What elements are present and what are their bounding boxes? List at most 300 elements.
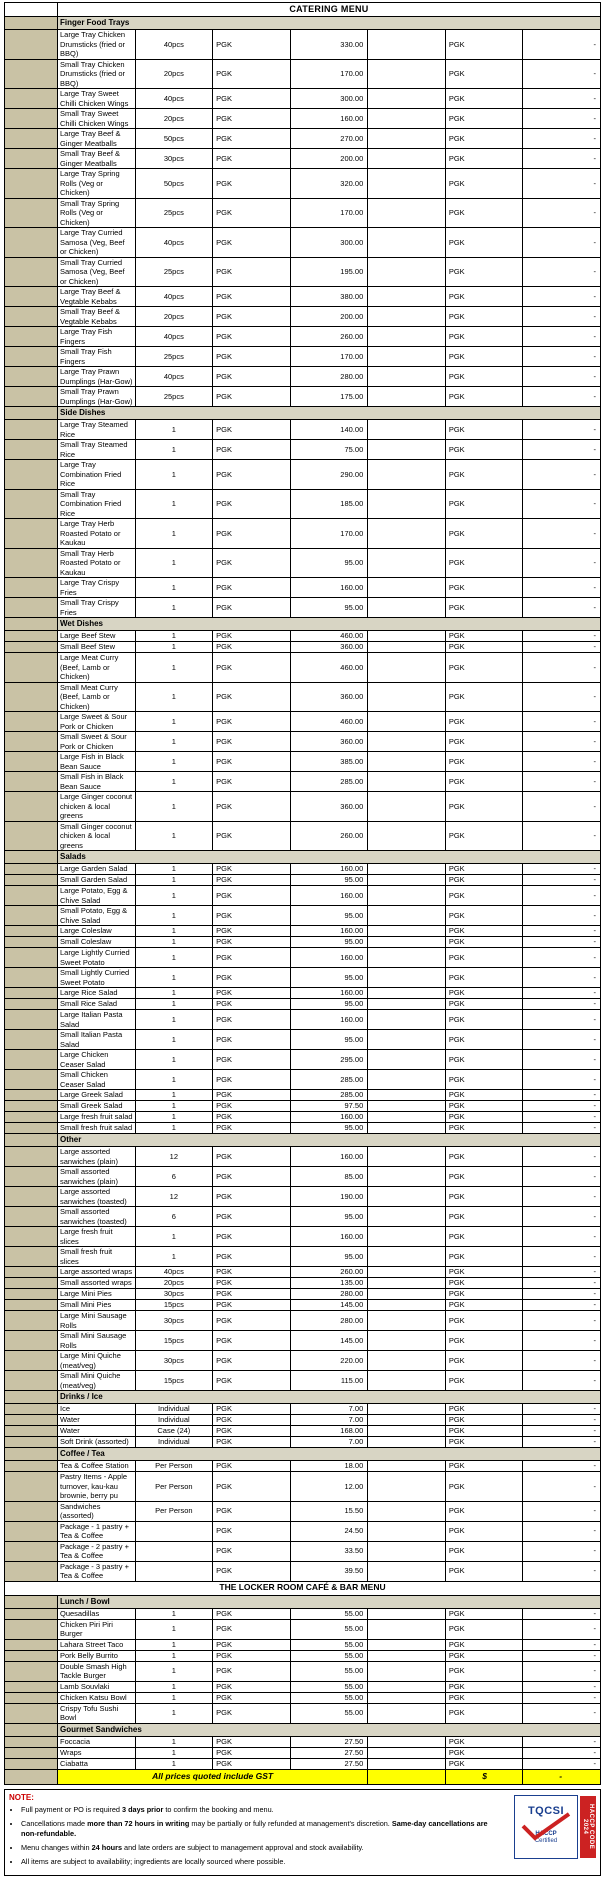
item-total: -	[523, 1661, 601, 1681]
item-currency: PGK	[213, 1207, 291, 1227]
item-currency: PGK	[213, 1501, 291, 1521]
row-spacer	[5, 1331, 58, 1351]
item-blank	[368, 1703, 446, 1723]
item-currency-2: PGK	[445, 198, 523, 228]
item-total: -	[523, 1703, 601, 1723]
item-currency: PGK	[213, 149, 291, 169]
item-currency: PGK	[213, 1661, 291, 1681]
item-description: Small Tray Steamed Rice	[58, 440, 136, 460]
item-currency-2: PGK	[445, 489, 523, 519]
item-description: Small Coleslaw	[58, 937, 136, 948]
item-total: -	[523, 1300, 601, 1311]
item-total: -	[523, 1331, 601, 1351]
item-quantity: 1	[135, 988, 213, 999]
item-description: Small Beef Stew	[58, 642, 136, 653]
item-price: 145.00	[290, 1300, 368, 1311]
item-currency: PGK	[213, 821, 291, 851]
item-description: Pork Belly Burrito	[58, 1650, 136, 1661]
item-quantity: 40pcs	[135, 367, 213, 387]
item-currency-2: PGK	[445, 1404, 523, 1415]
row-spacer	[5, 1147, 58, 1167]
item-price: 95.00	[290, 598, 368, 618]
menu-item-row	[5, 999, 601, 1010]
item-quantity: Individual	[135, 1437, 213, 1448]
item-description: Large Mini Quiche (meat/veg)	[58, 1351, 136, 1371]
item-currency-2: PGK	[445, 1112, 523, 1123]
row-spacer	[5, 598, 58, 618]
item-blank	[368, 548, 446, 578]
item-description: Large Tray Beef & Vegtable Kebabs	[58, 287, 136, 307]
item-blank	[368, 1207, 446, 1227]
item-currency-2: PGK	[445, 598, 523, 618]
menu-item-row	[5, 1415, 601, 1426]
item-quantity: 1	[135, 420, 213, 440]
item-quantity: 1	[135, 578, 213, 598]
item-price: 280.00	[290, 1311, 368, 1331]
item-total: -	[523, 367, 601, 387]
item-blank	[368, 1639, 446, 1650]
locker-room-title-row	[5, 1581, 601, 1595]
item-description: Foccacia	[58, 1736, 136, 1747]
item-quantity: 25pcs	[135, 257, 213, 287]
row-spacer	[5, 864, 58, 875]
item-total: -	[523, 1050, 601, 1070]
item-currency-2: PGK	[445, 1681, 523, 1692]
item-blank	[368, 149, 446, 169]
item-blank	[368, 519, 446, 549]
item-currency-2: PGK	[445, 387, 523, 407]
item-description: Large assorted wraps	[58, 1267, 136, 1278]
row-spacer	[5, 1661, 58, 1681]
item-description: Small Tray Prawn Dumplings (Har-Gow)	[58, 387, 136, 407]
item-currency-2: PGK	[445, 287, 523, 307]
menu-item-row	[5, 89, 601, 109]
menu-table	[4, 2, 601, 1785]
item-description: Small assorted sanwiches (plain)	[58, 1167, 136, 1187]
gst-note: All prices quoted include GST	[58, 1769, 368, 1784]
item-description: Large Tray Steamed Rice	[58, 420, 136, 440]
menu-item-row	[5, 1461, 601, 1472]
item-currency-2: PGK	[445, 1639, 523, 1650]
item-quantity: 1	[135, 732, 213, 752]
item-currency: PGK	[213, 886, 291, 906]
item-total: -	[523, 59, 601, 89]
item-blank	[368, 968, 446, 988]
row-spacer	[5, 420, 58, 440]
section-header-row	[5, 1723, 601, 1736]
item-blank	[368, 1437, 446, 1448]
item-currency-2: PGK	[445, 937, 523, 948]
item-currency-2: PGK	[445, 1267, 523, 1278]
item-total: -	[523, 1415, 601, 1426]
item-price: 33.50	[290, 1541, 368, 1561]
row-spacer	[5, 3, 58, 17]
item-description: Small assorted wraps	[58, 1278, 136, 1289]
row-spacer	[5, 1050, 58, 1070]
row-spacer	[5, 1207, 58, 1227]
item-description: Quesadillas	[58, 1608, 136, 1619]
item-blank	[368, 1090, 446, 1101]
menu-item-row	[5, 792, 601, 822]
item-currency: PGK	[213, 109, 291, 129]
item-total: -	[523, 792, 601, 822]
item-currency: PGK	[213, 347, 291, 367]
menu-item-row	[5, 653, 601, 683]
item-currency: PGK	[213, 906, 291, 926]
item-price: 55.00	[290, 1661, 368, 1681]
row-spacer	[5, 1472, 58, 1502]
item-quantity: 30pcs	[135, 149, 213, 169]
row-spacer	[5, 1415, 58, 1426]
row-spacer	[5, 1311, 58, 1331]
item-price: 39.50	[290, 1561, 368, 1581]
menu-item-row	[5, 752, 601, 772]
locker-room-title: THE LOCKER ROOM CAFÉ & BAR MENU	[5, 1581, 601, 1595]
menu-item-row	[5, 948, 601, 968]
item-price: 260.00	[290, 1267, 368, 1278]
item-blank	[368, 1501, 446, 1521]
item-currency-2: PGK	[445, 999, 523, 1010]
item-blank	[368, 1167, 446, 1187]
item-currency-2: PGK	[445, 30, 523, 60]
item-quantity: Per Person	[135, 1461, 213, 1472]
menu-item-row	[5, 1112, 601, 1123]
item-description: Large Garden Salad	[58, 864, 136, 875]
item-currency: PGK	[213, 1650, 291, 1661]
menu-item-row	[5, 598, 601, 618]
item-total: -	[523, 1541, 601, 1561]
item-blank	[368, 1010, 446, 1030]
item-description: Small Fish in Black Bean Sauce	[58, 772, 136, 792]
item-description: Large Greek Salad	[58, 1090, 136, 1101]
item-currency: PGK	[213, 1692, 291, 1703]
item-description: Small Tray Curried Samosa (Veg, Beef or Chicken)	[58, 257, 136, 287]
item-quantity: 1	[135, 1758, 213, 1769]
menu-item-row	[5, 1650, 601, 1661]
item-blank	[368, 1661, 446, 1681]
item-description: Water	[58, 1415, 136, 1426]
item-blank	[368, 906, 446, 926]
item-description: Small Rice Salad	[58, 999, 136, 1010]
item-quantity: Individual	[135, 1415, 213, 1426]
menu-item-row	[5, 1472, 601, 1502]
menu-item-row	[5, 1289, 601, 1300]
item-total: -	[523, 548, 601, 578]
item-price: 280.00	[290, 367, 368, 387]
row-spacer	[5, 937, 58, 948]
item-description: Large Lightly Curried Sweet Potato	[58, 948, 136, 968]
item-price: 7.00	[290, 1415, 368, 1426]
item-description: Package - 2 pastry + Tea & Coffee	[58, 1541, 136, 1561]
row-spacer	[5, 228, 58, 258]
item-blank	[368, 129, 446, 149]
item-currency-2: PGK	[445, 1090, 523, 1101]
section-title: Wet Dishes	[58, 618, 601, 631]
item-description: Large Tray Sweet Chilli Chicken Wings	[58, 89, 136, 109]
item-description: Small Tray Beef & Vegtable Kebabs	[58, 307, 136, 327]
item-description: Large Potato, Egg & Chive Salad	[58, 886, 136, 906]
item-price: 380.00	[290, 287, 368, 307]
item-price: 18.00	[290, 1461, 368, 1472]
item-currency: PGK	[213, 287, 291, 307]
row-spacer	[5, 1404, 58, 1415]
row-spacer	[5, 1521, 58, 1541]
row-spacer	[5, 653, 58, 683]
item-quantity: 50pcs	[135, 169, 213, 199]
menu-item-row	[5, 821, 601, 851]
gst-blank	[368, 1769, 446, 1784]
menu-item-row	[5, 886, 601, 906]
item-description: Large Fish in Black Bean Sauce	[58, 752, 136, 772]
row-spacer	[5, 1703, 58, 1723]
menu-item-row	[5, 937, 601, 948]
item-currency-2: PGK	[445, 1692, 523, 1703]
item-description: Large Chicken Ceaser Salad	[58, 1050, 136, 1070]
item-currency: PGK	[213, 999, 291, 1010]
menu-item-row	[5, 149, 601, 169]
item-currency-2: PGK	[445, 257, 523, 287]
gst-total: -	[523, 1769, 601, 1784]
item-total: -	[523, 1692, 601, 1703]
item-blank	[368, 257, 446, 287]
item-currency: PGK	[213, 548, 291, 578]
item-description: Small Sweet & Sour Pork or Chicken	[58, 732, 136, 752]
row-spacer	[5, 712, 58, 732]
item-quantity: 1	[135, 1123, 213, 1134]
item-currency-2: PGK	[445, 548, 523, 578]
item-price: 300.00	[290, 89, 368, 109]
row-spacer	[5, 1501, 58, 1521]
item-blank	[368, 327, 446, 347]
item-currency: PGK	[213, 1426, 291, 1437]
item-description: Large Sweet & Sour Pork or Chicken	[58, 712, 136, 732]
item-blank	[368, 1650, 446, 1661]
row-spacer	[5, 307, 58, 327]
menu-item-row	[5, 367, 601, 387]
note-item: • Full payment or PO is required 3 days prior to confirm the booking and menu.	[21, 1805, 489, 1815]
item-currency-2: PGK	[445, 1351, 523, 1371]
item-currency-2: PGK	[445, 1371, 523, 1391]
menu-item-row	[5, 347, 601, 367]
row-spacer	[5, 198, 58, 228]
item-blank	[368, 1331, 446, 1351]
item-description: Chicken Katsu Bowl	[58, 1692, 136, 1703]
row-spacer	[5, 1247, 58, 1267]
item-total: -	[523, 1426, 601, 1437]
row-spacer	[5, 109, 58, 129]
menu-item-row	[5, 1758, 601, 1769]
menu-item-row	[5, 1050, 601, 1070]
item-total: -	[523, 307, 601, 327]
item-price: 95.00	[290, 548, 368, 578]
item-blank	[368, 1747, 446, 1758]
item-description: Large Italian Pasta Salad	[58, 1010, 136, 1030]
item-quantity: 1	[135, 875, 213, 886]
section-title: Coffee / Tea	[58, 1448, 601, 1461]
item-price: 12.00	[290, 1472, 368, 1502]
item-description: Lahara Street Taco	[58, 1639, 136, 1650]
item-total: -	[523, 1561, 601, 1581]
item-total: -	[523, 1207, 601, 1227]
menu-item-row	[5, 1371, 601, 1391]
item-total: -	[523, 287, 601, 307]
item-quantity: 1	[135, 1010, 213, 1030]
item-quantity: 1	[135, 1050, 213, 1070]
item-currency-2: PGK	[445, 1070, 523, 1090]
item-total: -	[523, 906, 601, 926]
item-quantity: 1	[135, 519, 213, 549]
row-spacer	[5, 1461, 58, 1472]
item-total: -	[523, 129, 601, 149]
item-blank	[368, 578, 446, 598]
item-currency: PGK	[213, 968, 291, 988]
item-currency: PGK	[213, 948, 291, 968]
item-blank	[368, 772, 446, 792]
item-price: 170.00	[290, 519, 368, 549]
item-price: 27.50	[290, 1747, 368, 1758]
item-currency: PGK	[213, 1167, 291, 1187]
menu-item-row	[5, 1692, 601, 1703]
item-price: 95.00	[290, 999, 368, 1010]
item-currency-2: PGK	[445, 1331, 523, 1351]
row-spacer	[5, 1187, 58, 1207]
item-currency-2: PGK	[445, 89, 523, 109]
item-currency-2: PGK	[445, 1437, 523, 1448]
item-total: -	[523, 864, 601, 875]
item-currency: PGK	[213, 1561, 291, 1581]
item-currency-2: PGK	[445, 1247, 523, 1267]
item-currency-2: PGK	[445, 228, 523, 258]
item-total: -	[523, 631, 601, 642]
item-price: 95.00	[290, 1030, 368, 1050]
item-description: Package - 3 pastry + Tea & Coffee	[58, 1561, 136, 1581]
item-description: Large Rice Salad	[58, 988, 136, 999]
menu-item-row	[5, 519, 601, 549]
item-description: Small Tray Beef & Ginger Meatballs	[58, 149, 136, 169]
item-blank	[368, 712, 446, 732]
item-total: -	[523, 1289, 601, 1300]
row-spacer	[5, 1134, 58, 1147]
section-title: Finger Food Trays	[58, 17, 601, 30]
menu-item-row	[5, 1521, 601, 1541]
item-description: Ciabatta	[58, 1758, 136, 1769]
item-currency: PGK	[213, 1541, 291, 1561]
item-currency-2: PGK	[445, 1289, 523, 1300]
item-currency-2: PGK	[445, 948, 523, 968]
item-quantity: 40pcs	[135, 30, 213, 60]
row-spacer	[5, 347, 58, 367]
item-price: 85.00	[290, 1167, 368, 1187]
section-title: Side Dishes	[58, 407, 601, 420]
item-description: Large Tray Chicken Drumsticks (fried or BBQ)	[58, 30, 136, 60]
haccp-code-badge: HACCP CODE 2024	[580, 1796, 596, 1858]
item-currency: PGK	[213, 653, 291, 683]
menu-item-row	[5, 926, 601, 937]
row-spacer	[5, 1070, 58, 1090]
item-currency-2: PGK	[445, 149, 523, 169]
item-description: Large Tray Fish Fingers	[58, 327, 136, 347]
item-price: 360.00	[290, 642, 368, 653]
row-spacer	[5, 1112, 58, 1123]
menu-item-row	[5, 772, 601, 792]
section-header-row	[5, 1448, 601, 1461]
item-blank	[368, 109, 446, 129]
item-currency-2: PGK	[445, 1426, 523, 1437]
menu-item-row	[5, 732, 601, 752]
item-total: -	[523, 999, 601, 1010]
item-currency-2: PGK	[445, 460, 523, 490]
item-description: Large Mini Sausage Rolls	[58, 1311, 136, 1331]
item-description: Large Coleslaw	[58, 926, 136, 937]
item-total: -	[523, 1747, 601, 1758]
row-spacer	[5, 59, 58, 89]
menu-item-row	[5, 460, 601, 490]
menu-item-row	[5, 109, 601, 129]
row-spacer	[5, 631, 58, 642]
row-spacer	[5, 772, 58, 792]
item-description: Large fresh fruit salad	[58, 1112, 136, 1123]
item-blank	[368, 1561, 446, 1581]
item-currency: PGK	[213, 875, 291, 886]
menu-item-row	[5, 682, 601, 712]
item-blank	[368, 875, 446, 886]
item-blank	[368, 988, 446, 999]
item-description: Small Tray Spring Rolls (Veg or Chicken)	[58, 198, 136, 228]
item-currency: PGK	[213, 420, 291, 440]
item-price: 55.00	[290, 1639, 368, 1650]
item-total: -	[523, 1010, 601, 1030]
item-quantity: 30pcs	[135, 1289, 213, 1300]
row-spacer	[5, 1736, 58, 1747]
item-quantity: 20pcs	[135, 59, 213, 89]
item-currency: PGK	[213, 1227, 291, 1247]
menu-item-row	[5, 1541, 601, 1561]
item-currency-2: PGK	[445, 1030, 523, 1050]
item-price: 95.00	[290, 1207, 368, 1227]
item-currency: PGK	[213, 1472, 291, 1502]
item-total: -	[523, 327, 601, 347]
item-total: -	[523, 1030, 601, 1050]
item-currency: PGK	[213, 129, 291, 149]
section-title: Lunch / Bowl	[58, 1595, 601, 1608]
item-quantity	[135, 1541, 213, 1561]
item-blank	[368, 1758, 446, 1769]
menu-item-row	[5, 257, 601, 287]
item-blank	[368, 1736, 446, 1747]
item-quantity: 1	[135, 886, 213, 906]
row-spacer	[5, 1692, 58, 1703]
item-blank	[368, 1371, 446, 1391]
item-currency-2: PGK	[445, 1521, 523, 1541]
item-blank	[368, 59, 446, 89]
item-quantity: 1	[135, 906, 213, 926]
item-currency-2: PGK	[445, 347, 523, 367]
item-price: 175.00	[290, 387, 368, 407]
item-total: -	[523, 1070, 601, 1090]
menu-item-row	[5, 307, 601, 327]
menu-item-row	[5, 1331, 601, 1351]
item-blank	[368, 1311, 446, 1331]
item-quantity	[135, 1521, 213, 1541]
item-currency: PGK	[213, 198, 291, 228]
item-blank	[368, 653, 446, 683]
item-description: Large Tray Beef & Ginger Meatballs	[58, 129, 136, 149]
item-price: 170.00	[290, 198, 368, 228]
menu-item-row	[5, 642, 601, 653]
item-blank	[368, 228, 446, 258]
item-description: Small Tray Sweet Chilli Chicken Wings	[58, 109, 136, 129]
notes-text	[9, 1793, 489, 1871]
